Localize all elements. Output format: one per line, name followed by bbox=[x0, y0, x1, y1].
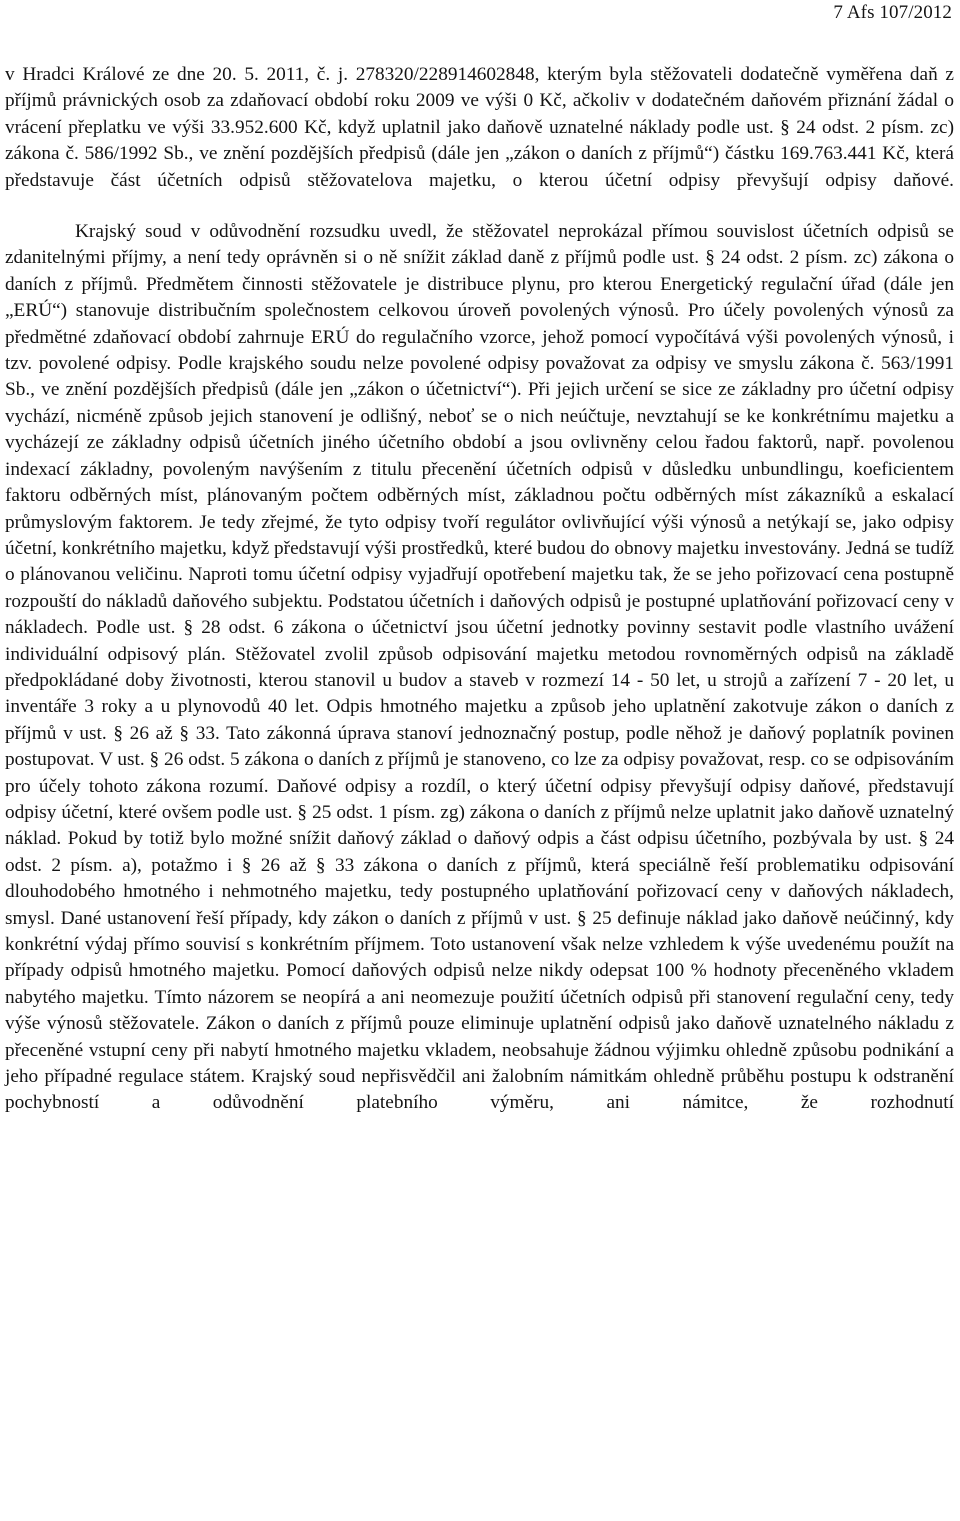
paragraph-intro: v Hradci Králové ze dne 20. 5. 2011, č. j. 278320/228914602848, kterým byla stěžovateli dodatečně vyměřena daň z příjmů právnických osob za zdaňovací období roku 2009 ve výši 0 Kč, ačkoliv v dodatečném daňovém přiznání žádal o vrácení přeplatku ve výši 33.952.600 Kč, když uplatnil jako daňově uznatelné náklady podle ust. § 24 odst. 2 písm. zc) zákona č. 586/1992 Sb., ve znění pozdějších předpisů (dále jen „zákon o daních z příjmů“) částku 169.763.441 Kč, která představuje část účetních odpisů stěžovatelova majetku, o kterou účetní odpisy převyšují odpisy daňové. bbox=[5, 64, 954, 191]
document-body bbox=[5, 62, 954, 1117]
case-number-header: 7 Afs 107/2012 bbox=[833, 2, 952, 23]
paragraph-court-reasoning: Krajský soud v odůvodnění rozsudku uvedl, že stěžovatel neprokázal přímou souvislost účetních odpisů se zdanitelnými příjmy, a není tedy oprávněn si o ně snížit základ daně z příjmů podle ust. § 24 odst. 2 písm. zc) zákona o daních z příjmů. Předmětem činnosti stěžovatele je distribuce plynu, pro kterou Energetický regulační úřad (dále jen „ERÚ“) stanovuje distribučním společnostem celkovou úroveň povolených výnosů. Pro účely povolených výnosů za předmětné zdaňovací období zahrnuje ERÚ do regulačního vzorce, jehož pomocí vypočítává výši povolených výnosů, i tzv. povolené odpisy. Podle krajského soudu nelze povolené odpisy považovat za odpisy ve smyslu zákona č. 563/1991 Sb., ve znění pozdějších předpisů (dále jen „zákon o účetnictví“). Při jejich určení se sice ze základny pro účetní odpisy vychází, nicméně způsob jejich stanovení je odlišný, neboť se o nich neúčtuje, nevztahují se ke konkrétnímu majetku a vycházejí ze základny odpisů účetních jiného účetního období a jsou ovlivněny celou řadou faktorů, např. povolenou indexací základny, povoleným navýšením z titulu přecenění účetních odpisů v důsledku unbundlingu, koeficientem faktoru odběrných míst, plánovaným počtem odběrných míst, základnou počtu odběrných míst zákazníků a eskalací průmyslovým faktorem. Je tedy zřejmé, že tyto odpisy tvoří regulátor ovlivňující výši výnosů a netýkají se, jako odpisy účetní, konkrétního majetku, když představují výši prostředků, které budou do obnovy majetku investovány. Jedná se tudíž o plánovanou veličinu. Naproti tomu účetní odpisy vyjadřují opotřebení majetku tak, že se jeho pořizovací cena postupně rozpouští do nákladů daňového subjektu. Podstatou účetních i daňových odpisů je postupné uplatňování pořizovací ceny v nákladech. Podle ust. § 28 odst. 6 zákona o účetnictví jsou účetní jednotky povinny sestavit podle vlastního uvážení individuální odpisový plán. Stěžovatel zvolil způsob odpisování majetku metodou rovnoměrných odpisů na základě předpokládané doby životnosti, kterou stanovil u budov a staveb v rozmezí 14 - 50 let, u strojů a zařízení 7 - 20 let, u inventáře 3 roky a u plynovodů 40 let. Odpis hmotného majetku a způsob jeho uplatnění zakotvuje zákon o daních z příjmů v ust. § 26 až § 33. Tato zákonná úprava stanoví jednoznačný postup, podle něhož je daňový poplatník povinen postupovat. V ust. § 26 odst. 5 zákona o daních z příjmů je stanoveno, co lze za odpisy považovat, resp. co se odpisováním pro účely tohoto zákona rozumí. Daňové odpisy a rozdíl, o který účetní odpisy převyšují odpisy daňové, představují odpisy účetní, které ovšem podle ust. § 25 odst. 1 písm. zg) zákona o daních z příjmů nelze uplatnit jako daňově uznatelný náklad. Pokud by totiž bylo možné snížit daňový základ o daňový odpis a část odpisu účetního, pozbývala by ust. § 24 odst. 2 písm. a), potažmo i § 26 až § 33 zákona o daních z příjmů, která speciálně řeší problematiku odpisování dlouhodobého hmotného i nehmotného majetku, tedy postupného uplatňování pořizovací ceny v daňových nákladech, smysl. Dané ustanovení řeší případy, kdy zákon o daních z příjmů v ust. § 25 definuje náklad jako daňově neúčinný, kdy konkrétní výdaj přímo souvisí s konkrétním příjmem. Toto ustanovení však nelze vzhledem k výše uvedenému použít na případy odpisů hmotného majetku. Pomocí daňových odpisů nelze nikdy odepsat 100 % hodnoty přeceněného vkladem nabytého majetku. Tímto názorem se neopírá a ani neomezuje použití účetních odpisů při stanovení regulační ceny, tedy výše výnosů stěžovatele. Zákon o daních z příjmů pouze eliminuje uplatnění odpisů jako daňově uznatelného nákladu z přeceněné vstupní ceny při nabytí hmotného majetku vkladem, neobsahuje žádnou výjimku ohledně způsobu podnikání a jeho případné regulace státem. Krajský soud nepřisvědčil ani žalobním námitkám ohledně průběhu postupu k odstranění pochybností a odůvodnění platebního výměru, ani námitce, že rozhodnutí bbox=[5, 221, 954, 1114]
